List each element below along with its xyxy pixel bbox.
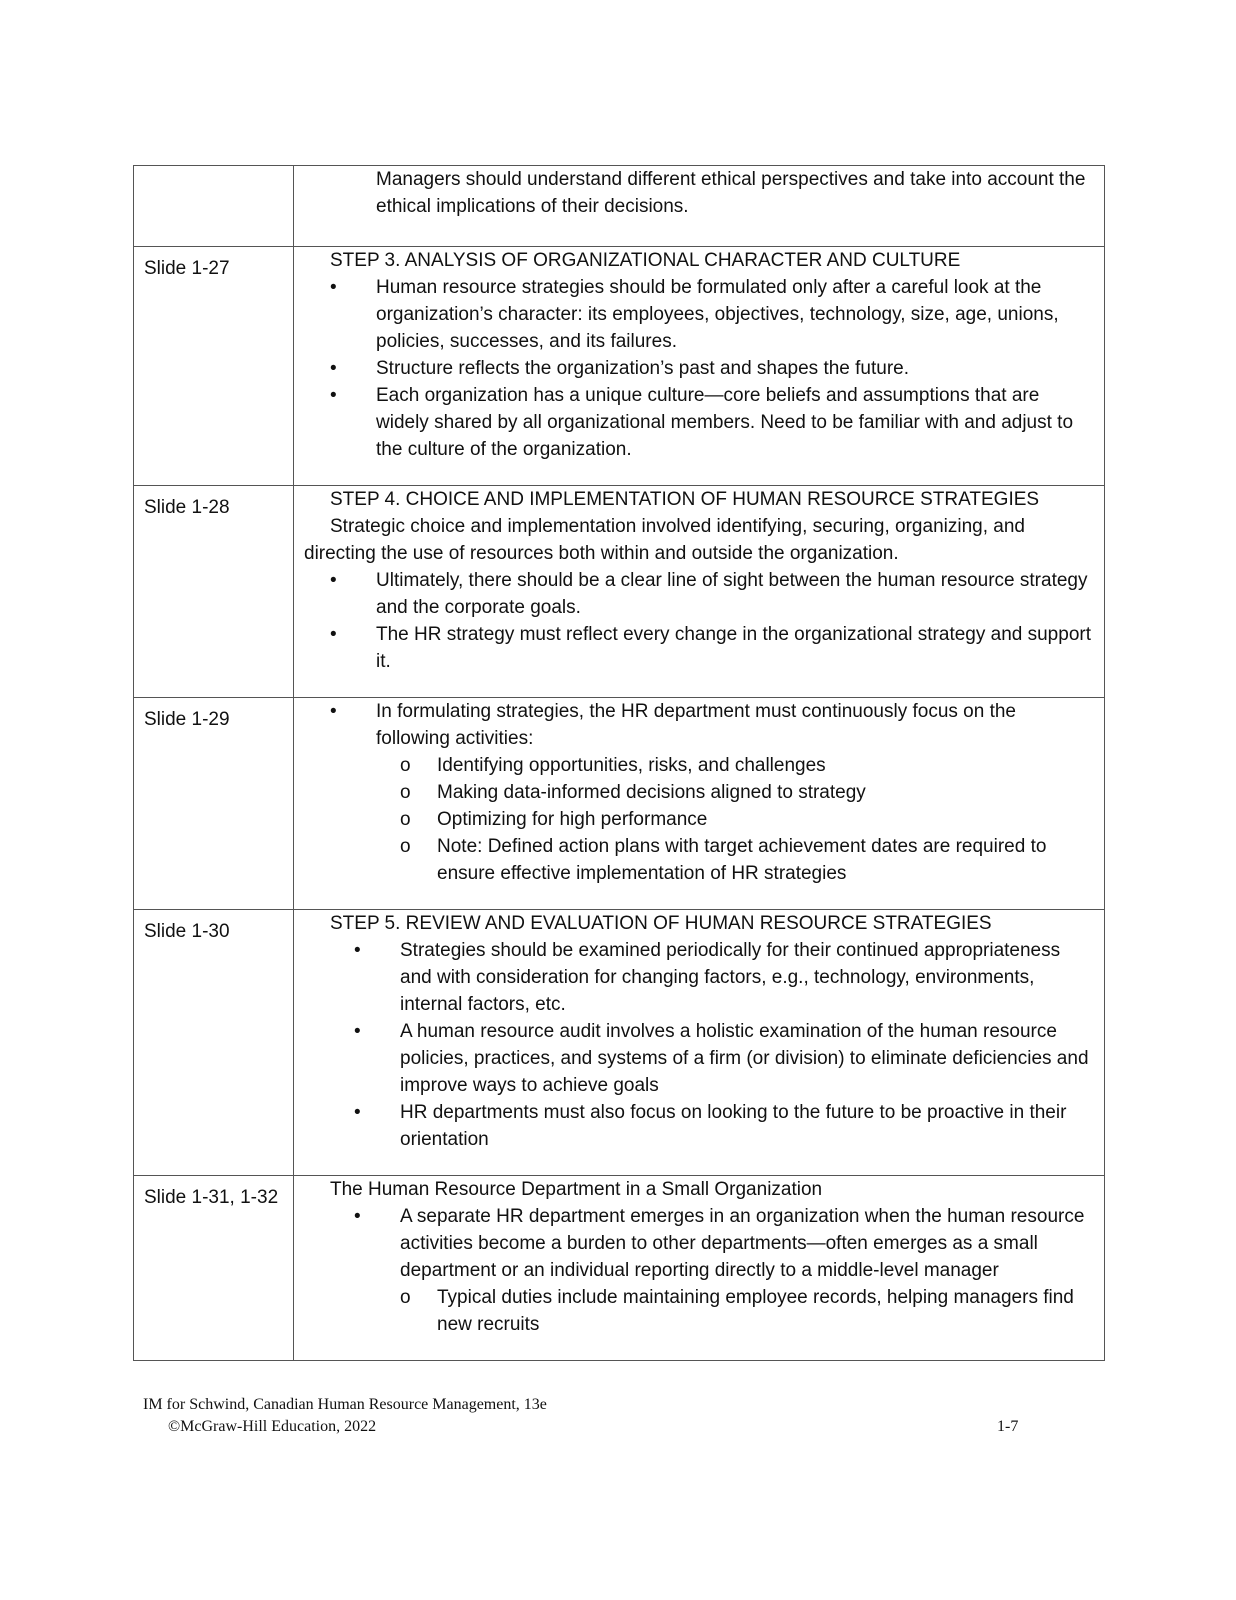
slide-reference: Slide 1-29 [134, 698, 294, 910]
list-item: • Structure reflects the organization’s past and shapes the future. [304, 355, 1094, 382]
row-content [294, 486, 1105, 698]
table-row [134, 1176, 1105, 1361]
list-item: • Human resource strategies should be formulated only after a careful look at the organization’s character: its employees, objectives, technology, size, age, unions, policies, successes, and its failures. [304, 274, 1094, 355]
section-heading: STEP 3. ANALYSIS OF ORGANIZATIONAL CHARACTER AND CULTURE [330, 250, 961, 271]
list-item: • A human resource audit involves a holistic examination of the human resource policies, practices, and systems of a firm (or division) to eliminate deficiencies and improve ways to achieve goals [304, 1018, 1094, 1099]
list-item: • HR departments must also focus on looking to the future to be proactive in their orientation [304, 1099, 1094, 1153]
sub-list-item: o Making data-informed decisions aligned to strategy [304, 779, 1094, 806]
table-row [134, 698, 1105, 910]
row-content [294, 1176, 1105, 1361]
footer-copyright: ©McGraw-Hill Education, 2022 [168, 1418, 377, 1435]
list-item: • Each organization has a unique culture—core beliefs and assumptions that are widely shared by all organizational members. Need to be familiar with and adjust to the culture of the organization. [304, 382, 1094, 463]
sub-list-item: o Identifying opportunities, risks, and challenges [304, 752, 1094, 779]
list-item: • Strategies should be examined periodically for their continued appropriateness and with consideration for changing factors, e.g., technology, environments, internal factors, etc. [304, 937, 1094, 1018]
table-row [134, 910, 1105, 1176]
slide-reference [134, 166, 294, 247]
table-row [134, 486, 1105, 698]
slide-reference: Slide 1-28 [134, 486, 294, 698]
section-heading: STEP 5. REVIEW AND EVALUATION OF HUMAN RESOURCE STRATEGIES [330, 913, 992, 934]
sub-list [304, 1284, 1094, 1338]
footer-title: IM for Schwind, Canadian Human Resource Management, 13e [143, 1396, 547, 1413]
list-item: • In formulating strategies, the HR department must continuously focus on the following activities: [304, 698, 1094, 752]
row-content [294, 247, 1105, 486]
slide-reference: Slide 1-31, 1-32 [134, 1176, 294, 1361]
slide-reference: Slide 1-27 [134, 247, 294, 486]
page-number: 1-7 [997, 1418, 1019, 1435]
list-item: • A separate HR department emerges in an organization when the human resource activities become a burden to other departments—often emerges as a small department or an individual reporting directly to a middle-level manager [304, 1203, 1094, 1284]
list-item: • Ultimately, there should be a clear line of sight between the human resource strategy and the corporate goals. [304, 567, 1094, 621]
paragraph-continuation: directing the use of resources both within and outside the organization. [304, 543, 899, 564]
continuation-text: Managers should understand different ethical perspectives and take into account the ethical implications of their decisions. [376, 169, 1086, 217]
bullet-list [304, 698, 1094, 752]
table-row [134, 247, 1105, 486]
paragraph-first-line: Strategic choice and implementation involved identifying, securing, organizing, and [330, 516, 1025, 537]
bullet-list [304, 1203, 1094, 1284]
sub-list-item: o Optimizing for high performance [304, 806, 1094, 833]
row-content [294, 698, 1105, 910]
sub-list-item: o Note: Defined action plans with target achievement dates are required to ensure effective implementation of HR strategies [304, 833, 1094, 887]
lecture-notes-table [133, 165, 1105, 1361]
row-content [294, 166, 1105, 247]
section-heading: STEP 4. CHOICE AND IMPLEMENTATION OF HUMAN RESOURCE STRATEGIES [330, 489, 1040, 510]
sub-list-item: o Typical duties include maintaining employee records, helping managers find new recruits [304, 1284, 1094, 1338]
list-item: • The HR strategy must reflect every change in the organizational strategy and support it. [304, 621, 1094, 675]
sub-list [304, 752, 1094, 887]
table-row [134, 166, 1105, 247]
slide-reference: Slide 1-30 [134, 910, 294, 1176]
row-content [294, 910, 1105, 1176]
section-heading: The Human Resource Department in a Small Organization [330, 1179, 823, 1200]
bullet-list [304, 274, 1094, 463]
bullet-list [304, 937, 1094, 1153]
bullet-list [304, 567, 1094, 675]
